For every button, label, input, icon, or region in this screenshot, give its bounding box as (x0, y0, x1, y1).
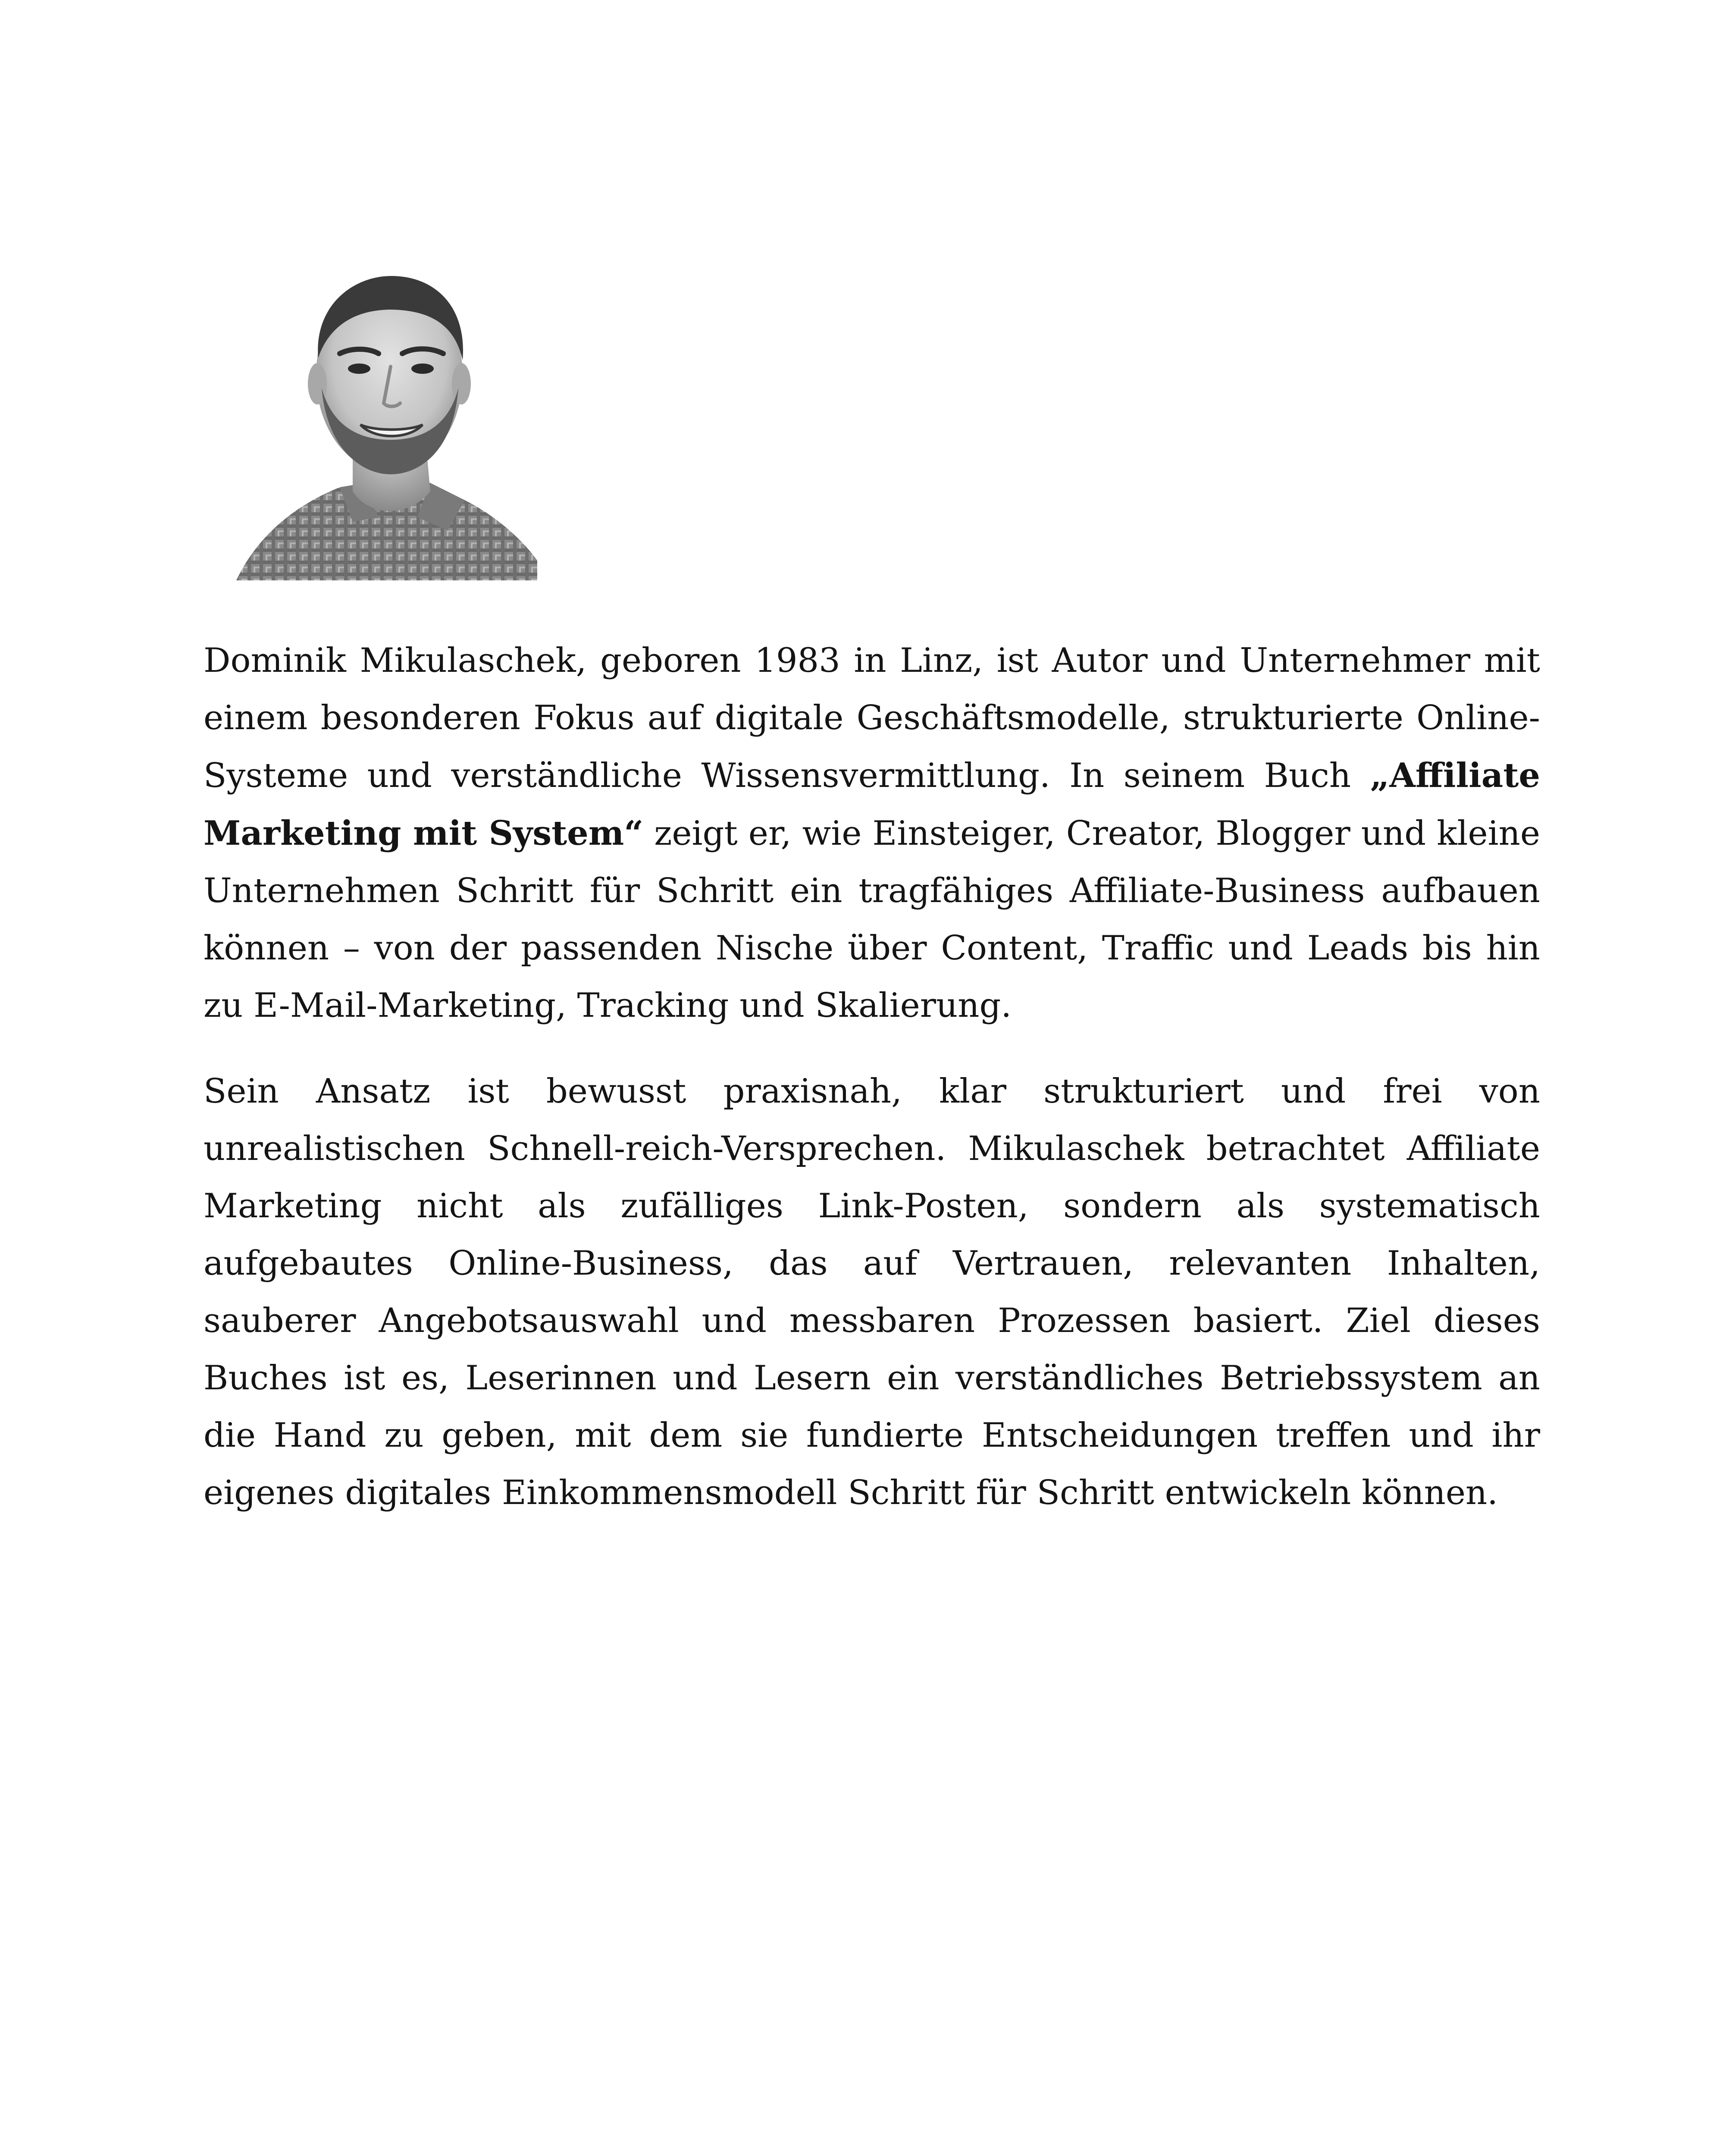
author-portrait-photo (223, 259, 537, 580)
bio-paragraph-2: Sein Ansatz ist bewusst praxisnah, klar strukturiert und frei von unrealistischen Schnell-reich-Versprechen. Mikulaschek betrachtet Affiliate Marketing nicht als zufälliges Link-Posten, sondern als systematisch aufgebautes Online-Business, das auf Vertrauen, relevanten Inhalten, sauberer Angebotsauswahl und messbaren Prozessen basiert. Ziel dieses Buches ist es, Leserinnen und Lesern ein verständliches Betriebssystem an die Hand zu geben, mit dem sie fundierte Entscheidungen treffen und ihr eigenes digitales Einkommensmodell Schritt für Schritt entwickeln können. (204, 1072, 1540, 1512)
bio-paragraph-1-intro: Dominik Mikulaschek, geboren 1983 in Linz, ist Autor und Unternehmer mit einem besonderen Fokus auf digitale Geschäftsmodelle, strukturierte Online-Systeme und verständliche Wissensvermittlung. In seinem Buch (204, 641, 1540, 795)
bio-paragraph-1 (204, 632, 1540, 1034)
book-title: „Affiliate Marketing mit System“ (204, 756, 1540, 853)
bio-paragraph-1-rest: zeigt er, wie Einsteiger, Creator, Blogger und kleine Unternehmen Schritt für Schritt ein tragfähiges Affiliate-Business aufbauen können – von der passenden Nische über Content, Traffic und Leads bis hin zu E-Mail-Marketing, Tracking und Skalierung. (204, 814, 1540, 1025)
author-portrait (223, 259, 537, 580)
author-bio (204, 632, 1540, 1522)
